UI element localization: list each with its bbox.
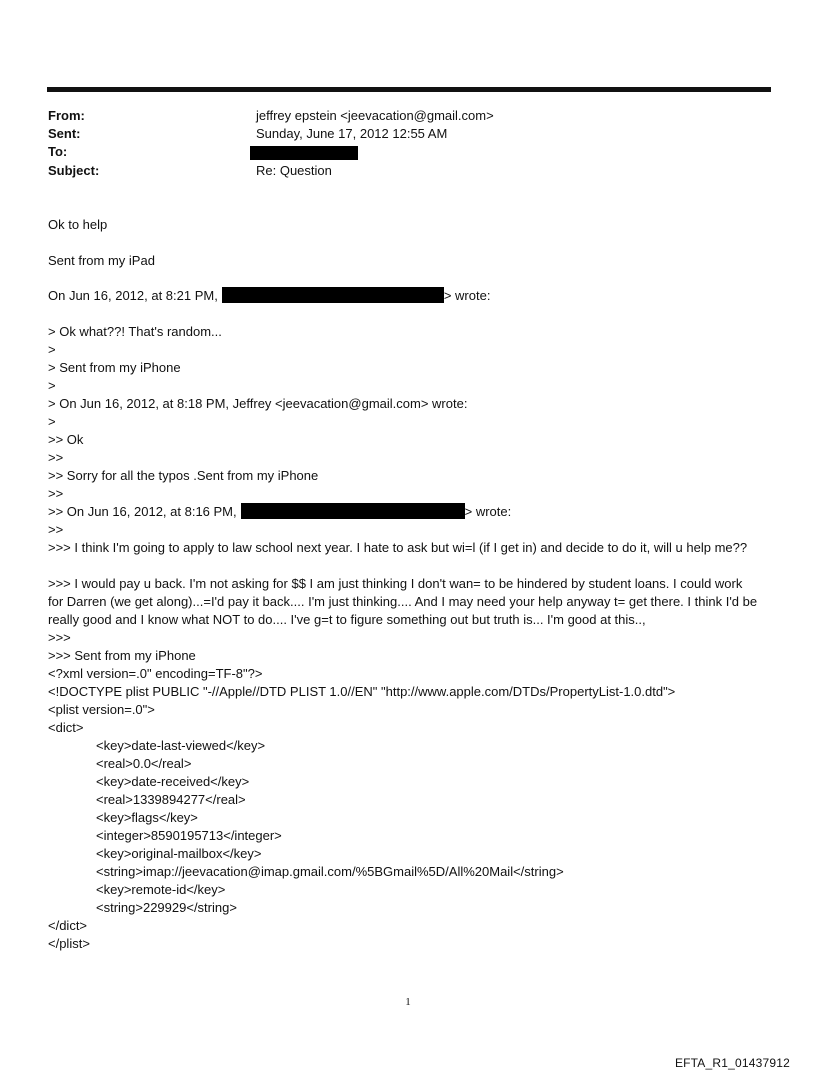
- body-line: > Sent from my iPhone: [48, 360, 181, 375]
- quote-intro: >> On Jun 16, 2012, at 8:16 PM,: [48, 504, 237, 519]
- body-line: Sent from my iPad: [48, 253, 155, 268]
- header-rule: [47, 87, 771, 92]
- to-redaction: [250, 146, 358, 160]
- quote-tail: > wrote:: [443, 288, 491, 303]
- xml-line: <key>date-last-viewed</key>: [96, 738, 266, 753]
- xml-line: <string>imap://jeevacation@imap.gmail.com/%5BGmail%5D/All%20Mail</string>: [96, 864, 564, 879]
- body-line: >: [48, 342, 56, 357]
- body-line: >: [48, 414, 56, 429]
- xml-line: <key>date-received</key>: [96, 774, 250, 789]
- body-line: >>: [48, 486, 64, 501]
- body-line-with-redaction: [48, 287, 490, 305]
- from-value: jeffrey epstein <jeevacation@gmail.com>: [256, 108, 494, 123]
- xml-line: <key>flags</key>: [96, 810, 198, 825]
- body-line: >>> Sent from my iPhone: [48, 648, 196, 663]
- body-line: >>: [48, 522, 64, 537]
- quote-tail: > wrote:: [464, 504, 512, 519]
- xml-line: <string>229929</string>: [96, 900, 237, 915]
- xml-line: </dict>: [48, 918, 88, 933]
- sent-label: Sent:: [48, 126, 81, 141]
- body-paragraph: >>> I would pay u back. I'm not asking for $$ I am just thinking I don't wan= to be hindered by student loans. I could work for Darren (we get along)...=I'd pay it back.... I'm just thinking.... And I may need your help anyway t= get there. I think I'd be really good and I know what NOT to do.... I've g=t to figure something out but truth is... I'm good at this..,: [48, 576, 758, 627]
- sender-redaction: [241, 503, 465, 519]
- quote-intro: On Jun 16, 2012, at 8:21 PM,: [48, 288, 218, 303]
- body-line: > On Jun 16, 2012, at 8:18 PM, Jeffrey <jeevacation@gmail.com> wrote:: [48, 396, 468, 411]
- xml-line: <plist version=.0">: [48, 702, 155, 717]
- xml-line: <?xml version=.0" encoding=TF-8"?>: [48, 666, 263, 681]
- body-line: >> Sorry for all the typos .Sent from my iPhone: [48, 468, 319, 483]
- body-line: >: [48, 378, 56, 393]
- document-id: EFTA_R1_01437912: [674, 1056, 790, 1070]
- sent-value: Sunday, June 17, 2012 12:55 AM: [256, 126, 448, 141]
- xml-line: <key>remote-id</key>: [96, 882, 226, 897]
- body-line: >>: [48, 450, 64, 465]
- xml-line: <real>0.0</real>: [96, 756, 192, 771]
- subject-label: Subject:: [48, 163, 100, 178]
- sender-redaction: [222, 287, 444, 303]
- xml-line: </plist>: [48, 936, 90, 951]
- xml-line: <integer>8590195713</integer>: [96, 828, 282, 843]
- from-label: From:: [48, 108, 85, 123]
- body-line-with-redaction: [48, 503, 511, 521]
- xml-line: <real>1339894277</real>: [96, 792, 246, 807]
- body-line: Ok to help: [48, 217, 108, 232]
- body-line: >>>: [48, 630, 71, 645]
- body-line: >> Ok: [48, 432, 84, 447]
- subject-value: Re: Question: [256, 163, 332, 178]
- xml-line: <key>original-mailbox</key>: [96, 846, 262, 861]
- body-paragraph: >>> I think I'm going to apply to law school next year. I hate to ask but wi=l (if I get in) and decide to do it, will u help me??: [48, 540, 748, 555]
- xml-line: <!DOCTYPE plist PUBLIC "-//Apple//DTD PLIST 1.0//EN" "http://www.apple.com/DTDs/PropertyList-1.0.dtd">: [48, 684, 676, 699]
- page-number: 1: [405, 996, 411, 1008]
- xml-line: <dict>: [48, 720, 84, 735]
- to-label: To:: [48, 144, 68, 159]
- body-line: > Ok what??! That's random...: [48, 324, 222, 339]
